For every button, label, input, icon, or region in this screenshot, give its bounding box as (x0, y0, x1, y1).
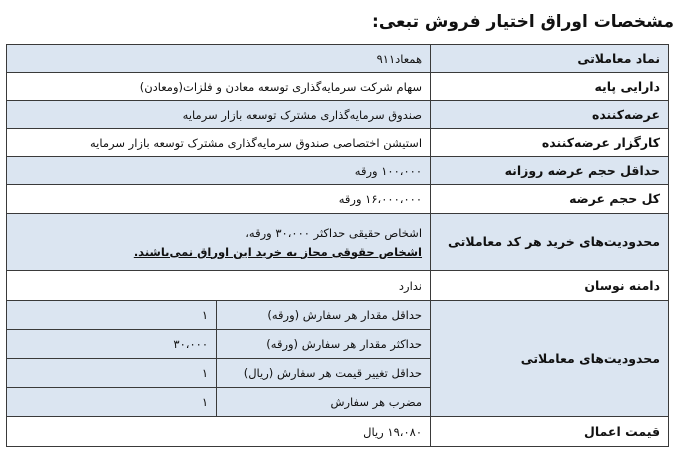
row-buy-restrictions (7, 214, 669, 271)
buy-restrictions-legal: اشخاص حقوقی مجاز به خرید این اوراق نمی‌باشند. (133, 244, 423, 259)
trade-restriction-value: ۱ (7, 388, 217, 417)
underlying-label: دارایی پایه (431, 73, 669, 101)
min-daily-label: حداقل حجم عرضه روزانه (431, 157, 669, 185)
trade-restriction-name: حداقل مقدار هر سفارش (ورقه) (217, 301, 431, 330)
row-min-daily (7, 157, 669, 185)
trade-restriction-name: حداکثر مقدار هر سفارش (ورقه) (217, 330, 431, 359)
buy-restrictions-natural: اشخاص حقیقی حداکثر ۳۰،۰۰۰ ورقه، (245, 225, 423, 240)
strike-value: ۱۹،۰۸۰ ریال (7, 417, 431, 447)
agent-label: کارگزار عرضه‌کننده (431, 129, 669, 157)
buy-restrictions-label: محدودیت‌های خرید هر کد معاملاتی (431, 214, 669, 271)
row-underlying (7, 73, 669, 101)
trade-restriction-name: حداقل تغییر قیمت هر سفارش (ریال) (217, 359, 431, 388)
row-issuer (7, 101, 669, 129)
row-agent (7, 129, 669, 157)
issuer-value: صندوق سرمایه‌گذاری مشترک توسعه بازار سرمایه (7, 101, 431, 129)
trade-restriction-value: ۱ (7, 359, 217, 388)
symbol-label: نماد معاملاتی (431, 45, 669, 73)
total-volume-value: ۱۶،۰۰۰،۰۰۰ ورقه (7, 185, 431, 214)
underlying-value: سهام شرکت سرمایه‌گذاری توسعه معادن و فلزات(ومعادن) (7, 73, 431, 101)
issuer-label: عرضه‌کننده (431, 101, 669, 129)
agent-value: استیشن اختصاصی صندوق سرمایه‌گذاری مشترک توسعه بازار سرمایه (7, 129, 431, 157)
row-trade-restriction (7, 301, 669, 330)
row-strike (7, 417, 669, 447)
trade-restriction-value: ۱ (7, 301, 217, 330)
row-fluctuation (7, 271, 669, 301)
section-title: مشخصات اوراق اختیار فروش تبعی: (372, 12, 674, 32)
symbol-value: همعاد۹۱۱ (7, 45, 431, 73)
total-volume-label: کل حجم عرضه (431, 185, 669, 214)
trade-restriction-value: ۳۰،۰۰۰ (7, 330, 217, 359)
strike-label: قیمت اعمال (431, 417, 669, 447)
fluctuation-label: دامنه نوسان (431, 271, 669, 301)
row-symbol (7, 45, 669, 73)
buy-restrictions-value (7, 214, 431, 271)
fluctuation-value: ندارد (7, 271, 431, 301)
row-total-volume (7, 185, 669, 214)
min-daily-value: ۱۰۰،۰۰۰ ورقه (7, 157, 431, 185)
trade-restrictions-label: محدودیت‌های معاملاتی (431, 301, 669, 417)
trade-restriction-name: مضرب هر سفارش (217, 388, 431, 417)
spec-table (6, 44, 669, 447)
